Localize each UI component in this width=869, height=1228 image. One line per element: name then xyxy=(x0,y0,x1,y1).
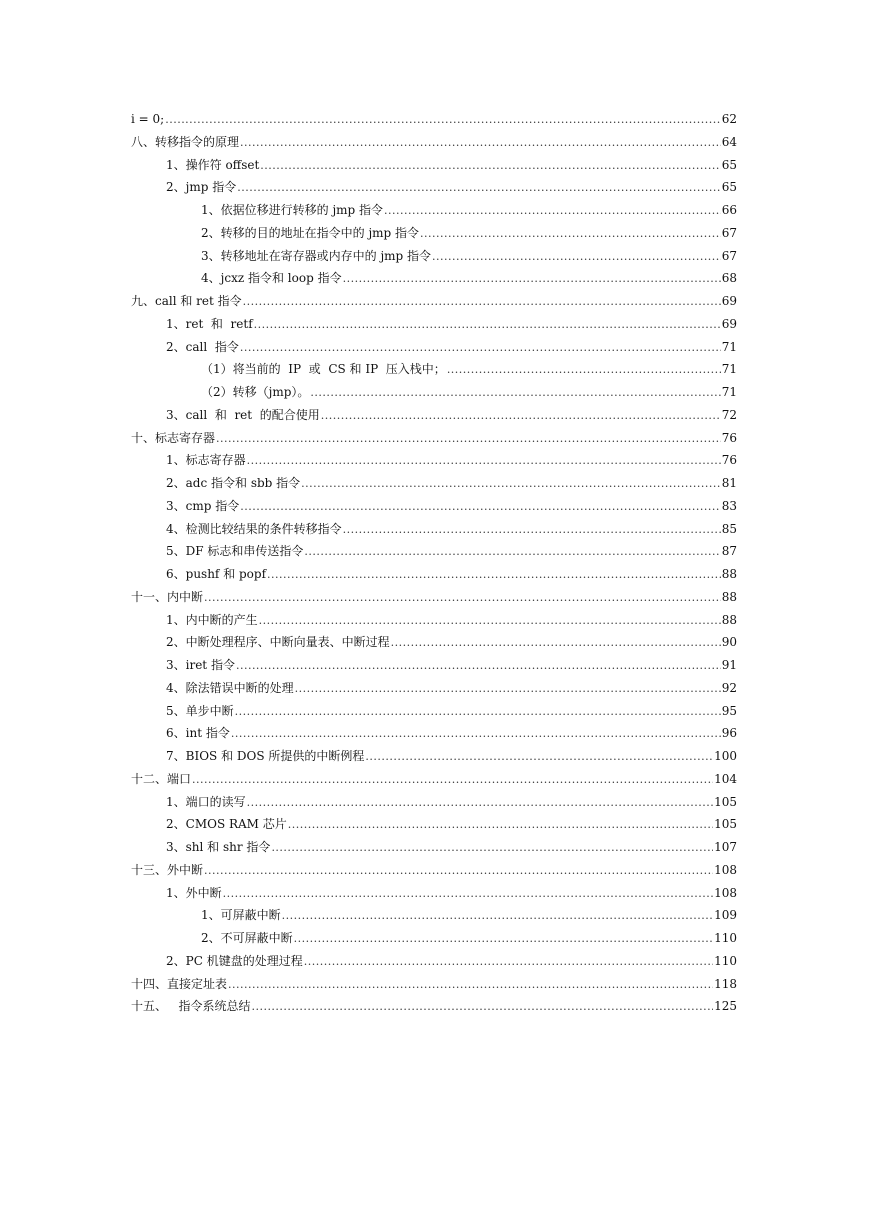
dot-leader xyxy=(447,359,721,382)
toc-entry[interactable] xyxy=(131,449,737,472)
toc-entry-page-number: 105 xyxy=(714,817,737,832)
toc-entry-title: 2、不可屏蔽中断 xyxy=(201,931,293,945)
toc-entry-page-number: 76 xyxy=(721,430,737,445)
dot-leader xyxy=(165,109,721,132)
toc-entry-page-number: 118 xyxy=(714,976,737,991)
dot-leader xyxy=(343,268,721,291)
toc-entry-page-number: 110 xyxy=(714,931,737,945)
toc-entry[interactable] xyxy=(131,722,737,745)
dot-leader xyxy=(223,883,713,906)
toc-entry[interactable] xyxy=(131,859,737,882)
toc-entry-title: 十四、直接定址表 xyxy=(131,976,228,991)
toc-entry-page-number: 81 xyxy=(721,476,737,490)
toc-entry-title: 2、中断处理程序、中断向量表、中断过程 xyxy=(166,635,390,650)
dot-leader xyxy=(267,564,721,587)
toc-entry-title: 6、int 指令 xyxy=(166,726,230,741)
dot-leader xyxy=(243,291,721,314)
toc-entry-title: 1、操作符 offset xyxy=(166,157,260,172)
toc-entry-page-number: 107 xyxy=(714,840,737,854)
toc-entry-title: 2、call 指令 xyxy=(166,339,239,354)
dot-leader xyxy=(310,382,720,405)
toc-entry-title: 十五、 指令系统总结 xyxy=(131,999,251,1014)
toc-entry[interactable] xyxy=(131,313,737,336)
toc-entry-page-number: 85 xyxy=(721,521,737,536)
toc-entry-title: 十三、外中断 xyxy=(131,862,204,877)
dot-leader xyxy=(251,996,713,1019)
table-of-contents xyxy=(131,108,737,1018)
dot-leader xyxy=(237,177,720,200)
dot-leader xyxy=(240,496,720,519)
dot-leader xyxy=(432,246,721,269)
toc-entry[interactable] xyxy=(131,154,737,177)
toc-entry-page-number: 83 xyxy=(721,498,737,513)
toc-entry-page-number: 88 xyxy=(721,567,737,581)
toc-entry-title: 3、转移地址在寄存器或内存中的 jmp 指令 xyxy=(201,248,432,263)
toc-entry-page-number: 71 xyxy=(721,385,737,399)
dot-leader xyxy=(204,860,713,883)
dot-leader xyxy=(295,678,721,701)
toc-entry-title: 十、标志寄存器 xyxy=(131,430,216,445)
dot-leader xyxy=(271,837,713,860)
toc-entry-page-number: 66 xyxy=(721,203,737,217)
toc-entry-page-number: 65 xyxy=(721,180,737,195)
toc-entry-page-number: 69 xyxy=(721,316,737,331)
toc-entry-page-number: 95 xyxy=(721,703,737,718)
dot-leader xyxy=(216,428,721,451)
dot-leader xyxy=(254,314,721,337)
toc-entry-page-number: 110 xyxy=(714,953,737,968)
toc-entry-page-number: 88 xyxy=(721,612,737,627)
toc-entry-title: 5、DF 标志和串传送指令 xyxy=(166,544,304,559)
toc-entry[interactable] xyxy=(131,427,737,450)
toc-entry-title: 2、CMOS RAM 芯片 xyxy=(166,817,287,832)
dot-leader xyxy=(282,905,713,928)
toc-entry-title: 2、jmp 指令 xyxy=(166,180,237,195)
toc-entry-page-number: 125 xyxy=(714,999,737,1014)
toc-entry-page-number: 65 xyxy=(721,157,737,172)
toc-entry[interactable] xyxy=(131,950,737,973)
dot-leader xyxy=(288,814,713,837)
toc-entry-title: 2、PC 机键盘的处理过程 xyxy=(166,953,303,968)
toc-entry-title: （1）将当前的 IP 或 CS 和 IP 压入栈中； xyxy=(201,362,446,377)
dot-leader xyxy=(231,723,721,746)
toc-entry[interactable] xyxy=(131,631,737,654)
toc-entry[interactable] xyxy=(131,836,737,859)
dot-leader xyxy=(192,769,713,792)
toc-entry-title: 3、iret 指令 xyxy=(166,658,235,672)
toc-entry-page-number: 64 xyxy=(721,134,737,149)
dot-leader xyxy=(259,610,721,633)
toc-entry-page-number: 87 xyxy=(721,544,737,559)
toc-entry-title: 1、外中断 xyxy=(166,885,222,900)
toc-entry-title: 2、adc 指令和 sbb 指令 xyxy=(166,476,301,490)
toc-entry[interactable] xyxy=(131,358,737,381)
toc-entry[interactable] xyxy=(131,768,737,791)
toc-entry[interactable] xyxy=(131,472,737,495)
toc-entry-page-number: 90 xyxy=(721,635,737,650)
toc-entry[interactable] xyxy=(131,131,737,154)
dot-leader xyxy=(301,473,721,496)
toc-entry[interactable] xyxy=(131,677,737,700)
toc-entry-page-number: 96 xyxy=(721,726,737,741)
toc-entry-title: 1、内中断的产生 xyxy=(166,612,258,627)
toc-entry-page-number: 76 xyxy=(721,453,737,468)
toc-entry-page-number: 67 xyxy=(721,248,737,263)
dot-leader xyxy=(204,587,721,610)
toc-entry[interactable] xyxy=(131,927,737,950)
toc-entry[interactable] xyxy=(131,404,737,427)
dot-leader xyxy=(240,337,721,360)
toc-entry-title: 3、cmp 指令 xyxy=(166,498,240,513)
toc-entry-title: 4、jcxz 指令和 loop 指令 xyxy=(201,271,342,286)
dot-leader xyxy=(247,792,713,815)
toc-entry-title: 2、转移的目的地址在指令中的 jmp 指令 xyxy=(201,225,420,240)
toc-entry[interactable] xyxy=(131,973,737,996)
dot-leader xyxy=(321,405,721,428)
toc-entry-title: 八、转移指令的原理 xyxy=(131,134,240,149)
dot-leader xyxy=(247,450,721,473)
toc-entry-title: 7、BIOS 和 DOS 所提供的中断例程 xyxy=(166,749,365,763)
toc-entry-title: 1、ret 和 retf xyxy=(166,316,253,331)
toc-entry-page-number: 71 xyxy=(721,339,737,354)
toc-entry[interactable] xyxy=(131,222,737,245)
toc-entry[interactable] xyxy=(131,882,737,905)
toc-entry[interactable] xyxy=(131,336,737,359)
toc-entry[interactable] xyxy=(131,563,737,586)
toc-entry-title: 十二、端口 xyxy=(131,771,192,786)
toc-entry[interactable] xyxy=(131,381,737,404)
toc-entry[interactable] xyxy=(131,813,737,836)
toc-entry-page-number: 71 xyxy=(721,362,737,377)
toc-entry[interactable] xyxy=(131,586,737,609)
dot-leader xyxy=(304,541,720,564)
toc-entry-title: 4、检测比较结果的条件转移指令 xyxy=(166,521,342,536)
toc-entry-page-number: 108 xyxy=(714,862,737,877)
toc-entry[interactable] xyxy=(131,199,737,222)
dot-leader xyxy=(343,519,721,542)
toc-entry[interactable] xyxy=(131,609,737,632)
toc-entry[interactable] xyxy=(131,495,737,518)
dot-leader xyxy=(384,200,721,223)
toc-entry[interactable] xyxy=(131,791,737,814)
toc-entry-title: 5、单步中断 xyxy=(166,703,234,718)
toc-entry[interactable] xyxy=(131,700,737,723)
toc-entry-title: 1、可屏蔽中断 xyxy=(201,908,281,923)
toc-entry[interactable] xyxy=(131,654,737,677)
toc-entry-page-number: 68 xyxy=(721,271,737,286)
toc-entry[interactable] xyxy=(131,745,737,768)
toc-entry[interactable] xyxy=(131,108,737,131)
toc-entry-page-number: 108 xyxy=(714,885,737,900)
toc-entry[interactable] xyxy=(131,267,737,290)
toc-entry-page-number: 100 xyxy=(714,749,737,763)
dot-leader xyxy=(235,701,721,724)
dot-leader xyxy=(236,655,721,678)
dot-leader xyxy=(420,223,721,246)
toc-entry-page-number: 88 xyxy=(721,589,737,604)
toc-entry-title: 十一、内中断 xyxy=(131,589,204,604)
toc-entry[interactable] xyxy=(131,540,737,563)
toc-entry[interactable] xyxy=(131,904,737,927)
toc-entry-page-number: 109 xyxy=(714,908,737,923)
toc-entry[interactable] xyxy=(131,290,737,313)
toc-entry-title: 1、标志寄存器 xyxy=(166,453,246,468)
toc-entry-page-number: 92 xyxy=(721,680,737,695)
toc-entry-page-number: 91 xyxy=(721,658,737,672)
toc-entry-title: i = 0; xyxy=(131,112,165,126)
dot-leader xyxy=(365,746,713,769)
toc-entry-title: 九、call 和 ret 指令 xyxy=(131,294,242,308)
dot-leader xyxy=(294,928,713,951)
toc-entry-title: 1、端口的读写 xyxy=(166,794,246,809)
toc-entry-page-number: 105 xyxy=(714,794,737,809)
toc-entry-title: 3、shl 和 shr 指令 xyxy=(166,840,271,854)
toc-entry-title: 4、除法错误中断的处理 xyxy=(166,680,294,695)
toc-entry[interactable] xyxy=(131,995,737,1018)
toc-entry-title: 6、pushf 和 popf xyxy=(166,567,267,581)
toc-entry[interactable] xyxy=(131,518,737,541)
dot-leader xyxy=(391,632,721,655)
dot-leader xyxy=(260,155,720,178)
toc-entry-page-number: 69 xyxy=(721,294,737,308)
toc-entry-page-number: 104 xyxy=(714,771,737,786)
dot-leader xyxy=(304,951,713,974)
toc-entry-page-number: 72 xyxy=(721,407,737,422)
dot-leader xyxy=(228,974,713,997)
toc-entry[interactable] xyxy=(131,245,737,268)
toc-entry-title: 3、call 和 ret 的配合使用 xyxy=(166,407,320,422)
toc-entry-page-number: 67 xyxy=(721,225,737,240)
toc-entry-title: （2）转移（jmp）。 xyxy=(201,385,310,399)
toc-entry[interactable] xyxy=(131,176,737,199)
toc-entry-title: 1、依据位移进行转移的 jmp 指令 xyxy=(201,203,384,217)
toc-entry-page-number: 62 xyxy=(721,112,737,126)
dot-leader xyxy=(240,132,721,155)
